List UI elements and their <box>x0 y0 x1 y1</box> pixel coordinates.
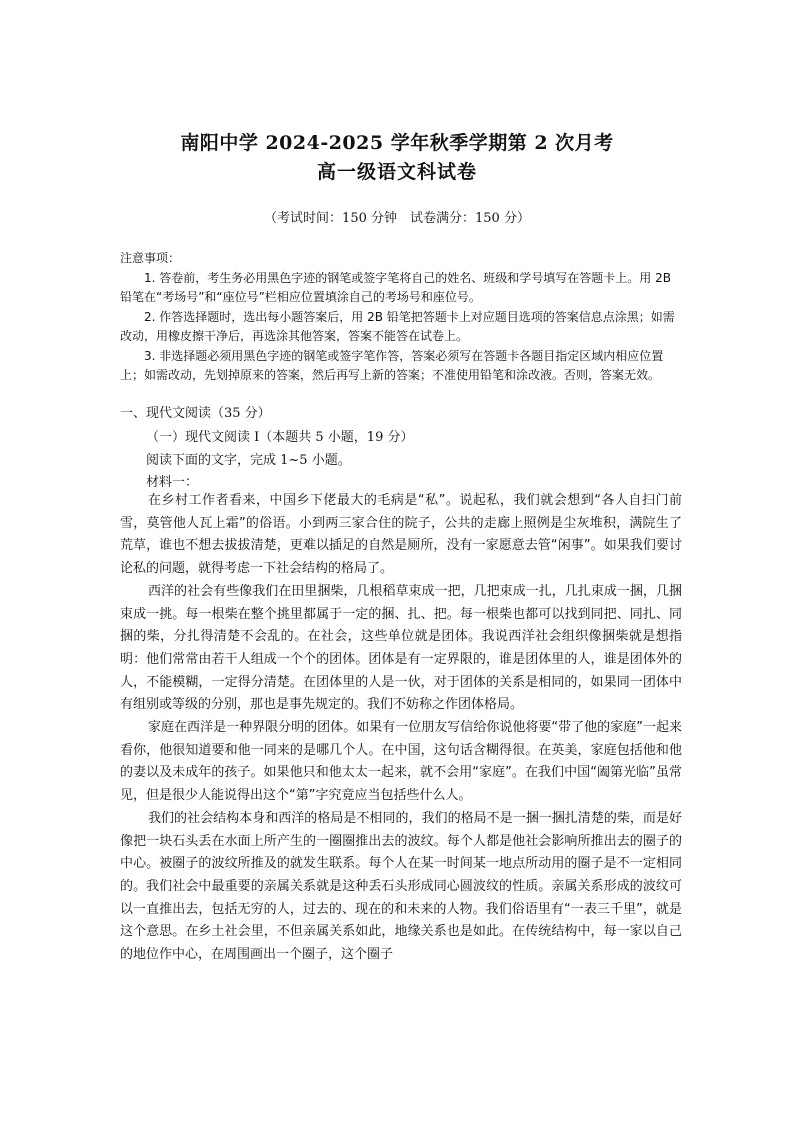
passage-paragraph: 在乡村工作者看来，中国乡下佬最大的毛病是“私”。说起私，我们就会想到“各人自扫门前雪，莫管他人瓦上霜”的俗语。小到两三家合住的院子，公共的走廊上照例是尘灰堆积，满院生了荒草，谁也不想去拔拔清楚，更难以插足的自然是厕所，没有一家愿意去管“闲事”。如果我们要讨论私的问题，就得考虑一下社会结构的格局了。 <box>120 493 682 577</box>
reading-passage <box>120 490 682 967</box>
passage-paragraph: 家庭在西洋是一种界限分明的团体。如果有一位朋友写信给你说他将要“带了他的家庭”一起来看你，他很知道要和他一同来的是哪几个人。在中国，这句话含糊得很。在英美，家庭包括他和他的妻以及未成年的孩子。如果他只和他太太一起来，就不会用“家庭”。在我们中国“阖第光临”虽常见，但是很少人能说得出这个“第”字究竟应当包括些什么人。 <box>120 720 682 804</box>
notice-item: 3. 非选择题必须用黑色字迹的钢笔或签字笔作答，答案必须写在答题卡各题目指定区域内相应位置上；如需改动，先划掉原来的答案，然后再写上新的答案；不准使用铅笔和涂改液。否则，答案无效。 <box>120 348 664 382</box>
exam-subtitle: 高一级语文科试卷 <box>316 161 477 183</box>
passage-paragraph: 西洋的社会有些像我们在田里捆柴，几根稻草束成一把，几把束成一扎，几扎束成一捆，几捆束成一挑。每一根柴在整个挑里都属于一定的捆、扎、把。每一根柴也都可以找到同把、同扎、同捆的柴，分扎得清楚不会乱的。在社会，这些单位就是团体。我说西洋社会组织像捆柴就是想指明：他们常常由若干人组成一个个的团体。团体是有一定界限的，谁是团体里的人，谁是团体外的人，不能模糊，一定得分清楚。在团体里的人是一伙，对于团体的关系是相同的，如果同一团体中有组别或等级的分别，那也是事先规定的。我们不妨称之作团体格局。 <box>120 583 682 713</box>
notice-item: 2. 作答选择题时，选出每小题答案后，用 2B 铅笔把答题卡上对应题目选项的答案信息点涂黑；如需改动，用橡皮擦干净后，再选涂其他答案，答案不能答在试卷上。 <box>120 309 675 343</box>
section-heading: 一、现代文阅读（35 分） <box>120 406 271 421</box>
sub-section-heading: （一）现代文阅读 I（本题共 5 小题，19 分） <box>146 430 414 445</box>
passage-paragraph: 我们的社会结构本身和西洋的格局是不相同的，我们的格局不是一捆一捆扎清楚的柴，而是好像把一块石头丢在水面上所产生的一圈圈推出去的波纹。每个人都是他社会影响所推出去的圈子的中心。被圈子的波纹所推及的就发生联系。每个人在某一时间某一地点所动用的圈子是不一定相同的。我们社会中最重要的亲属关系就是这种丢石头形成同心圆波纹的性质。亲属关系形成的波纹可以一直推出去，包括无穷的人，过去的、现在的和未来的人物。我们俗语里有“一表三千里”，就是这个意思。在乡土社会里，不但亲属关系如此，地缘关系也是如此。在传统结构中，每一家以自己的地位作中心，在周围画出一个圈子，这个圈子 <box>120 810 682 963</box>
notice-item: 1. 答卷前，考生务必用黑色字迹的钢笔或签字笔将自己的姓名、班级和学号填写在答题卡上。用 2B 铅笔在“考场号”和“座位号”栏相应位置填涂自己的考场号和座位号。 <box>120 270 671 304</box>
notice-block <box>120 249 680 386</box>
reading-instruction: 阅读下面的文字，完成 1~5 小题。 <box>146 453 351 468</box>
notice-heading: 注意事项： <box>120 251 181 265</box>
material-label: 材料一： <box>146 475 199 490</box>
exam-title: 南阳中学 2024-2025 学年秋季学期第 2 次月考 <box>180 132 614 154</box>
exam-info: （考试时间：150 分钟 试卷满分：150 分） <box>264 211 530 226</box>
